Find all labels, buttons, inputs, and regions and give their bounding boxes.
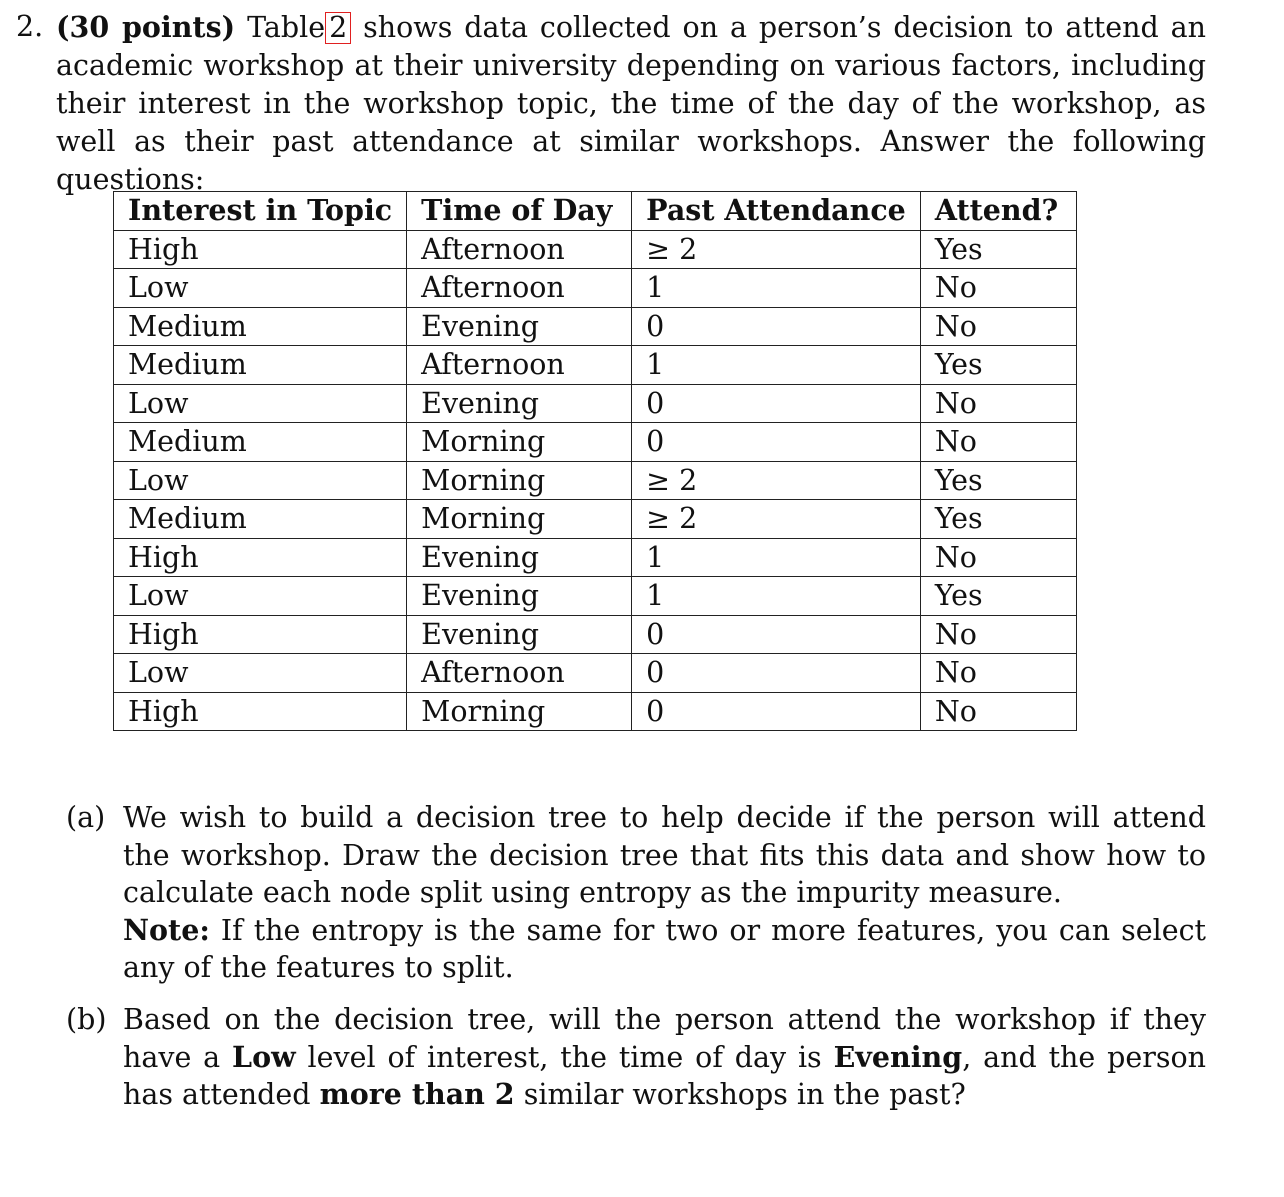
- question-part-b: [66, 1001, 1206, 1114]
- table-row: [114, 230, 1077, 269]
- cell-attend: Yes: [920, 500, 1076, 539]
- table-row: [114, 346, 1077, 385]
- cell-past: ≥ 2: [632, 500, 921, 539]
- header-time: Time of Day: [407, 192, 632, 231]
- part-a-body: We wish to build a decision tree to help decide if the person will attend the workshop. Draw the decision tree that fits this data and show how to calculate each node split using entropy as the impurity measure.: [123, 801, 1206, 909]
- table-reference-link[interactable]: 2: [325, 12, 351, 44]
- cell-past: 1: [632, 538, 921, 577]
- cell-time: Evening: [407, 384, 632, 423]
- question-part-a: [66, 799, 1206, 987]
- cell-past: 0: [632, 384, 921, 423]
- cell-past: 1: [632, 577, 921, 616]
- cell-past: 0: [632, 654, 921, 693]
- part-b-bold-2: Evening: [833, 1039, 963, 1074]
- cell-time: Evening: [407, 538, 632, 577]
- cell-interest: Low: [114, 269, 407, 308]
- cell-interest: High: [114, 230, 407, 269]
- cell-attend: No: [920, 384, 1076, 423]
- part-b-text: [123, 1001, 1206, 1114]
- cell-time: Afternoon: [407, 230, 632, 269]
- cell-interest: Medium: [114, 346, 407, 385]
- cell-interest: Medium: [114, 307, 407, 346]
- cell-attend: No: [920, 654, 1076, 693]
- part-b-bold-3: more than 2: [319, 1077, 515, 1111]
- part-b-label: (b): [66, 1003, 107, 1036]
- cell-attend: No: [920, 269, 1076, 308]
- cell-past: 0: [632, 615, 921, 654]
- table-row: [114, 423, 1077, 462]
- problem-number: 2.: [16, 10, 44, 43]
- cell-past: ≥ 2: [632, 230, 921, 269]
- cell-past: 0: [632, 423, 921, 462]
- table-row: [114, 461, 1077, 500]
- cell-time: Afternoon: [407, 346, 632, 385]
- cell-attend: Yes: [920, 461, 1076, 500]
- cell-past: 1: [632, 269, 921, 308]
- cell-past: 1: [632, 346, 921, 385]
- cell-attend: No: [920, 538, 1076, 577]
- part-a-text: [123, 799, 1206, 987]
- cell-interest: Low: [114, 654, 407, 693]
- cell-interest: Medium: [114, 423, 407, 462]
- part-a-note-label: Note:: [123, 912, 210, 947]
- cell-time: Morning: [407, 423, 632, 462]
- problem-intro: [56, 8, 1206, 199]
- cell-time: Afternoon: [407, 269, 632, 308]
- cell-interest: High: [114, 692, 407, 731]
- table-row: [114, 384, 1077, 423]
- cell-interest: Medium: [114, 500, 407, 539]
- intro-after-ref: shows data collected on a person’s decision to attend an academic workshop at their university depending on various factors, including their interest in the workshop topic, the time of the day of the workshop, as well as their past attendance at similar workshops. Answer the following questions:: [56, 11, 1206, 196]
- table-header-row: [114, 192, 1077, 231]
- part-a-label: (a): [66, 801, 106, 834]
- cell-past: 0: [632, 307, 921, 346]
- cell-attend: No: [920, 423, 1076, 462]
- table-row: [114, 615, 1077, 654]
- data-table: [113, 191, 1077, 731]
- table-row: [114, 307, 1077, 346]
- cell-time: Afternoon: [407, 654, 632, 693]
- part-b-text-4: similar workshops in the past?: [523, 1078, 966, 1111]
- cell-interest: High: [114, 615, 407, 654]
- intro-before-ref: Table: [247, 11, 326, 44]
- cell-past: 0: [632, 692, 921, 731]
- part-b-bold-1: Low: [232, 1039, 296, 1074]
- problem-statement: [16, 8, 1206, 199]
- table-row: [114, 500, 1077, 539]
- table-row: [114, 692, 1077, 731]
- table-row: [114, 654, 1077, 693]
- cell-time: Evening: [407, 615, 632, 654]
- cell-interest: Low: [114, 384, 407, 423]
- header-attend: Attend?: [920, 192, 1076, 231]
- table-row: [114, 269, 1077, 308]
- part-b-text-3: , and the person has attended: [123, 1040, 1206, 1111]
- cell-time: Morning: [407, 500, 632, 539]
- cell-time: Morning: [407, 461, 632, 500]
- cell-attend: Yes: [920, 577, 1076, 616]
- table-row: [114, 577, 1077, 616]
- cell-time: Evening: [407, 577, 632, 616]
- part-b-text-1: Based on the decision tree, will the person attend the workshop if they have a: [123, 1003, 1206, 1074]
- cell-interest: Low: [114, 461, 407, 500]
- cell-time: Morning: [407, 692, 632, 731]
- cell-attend: No: [920, 692, 1076, 731]
- cell-attend: Yes: [920, 230, 1076, 269]
- cell-attend: Yes: [920, 346, 1076, 385]
- cell-interest: Low: [114, 577, 407, 616]
- cell-attend: No: [920, 307, 1076, 346]
- cell-time: Evening: [407, 307, 632, 346]
- header-past: Past Attendance: [632, 192, 921, 231]
- table-row: [114, 538, 1077, 577]
- problem-points: (30 points): [56, 10, 236, 44]
- part-b-text-2: level of interest, the time of day is: [307, 1040, 822, 1074]
- cell-attend: No: [920, 615, 1076, 654]
- part-a-note-text: If the entropy is the same for two or more features, you can select any of the features to split.: [123, 913, 1207, 984]
- header-interest: Interest in Topic: [114, 192, 407, 231]
- cell-interest: High: [114, 538, 407, 577]
- cell-past: ≥ 2: [632, 461, 921, 500]
